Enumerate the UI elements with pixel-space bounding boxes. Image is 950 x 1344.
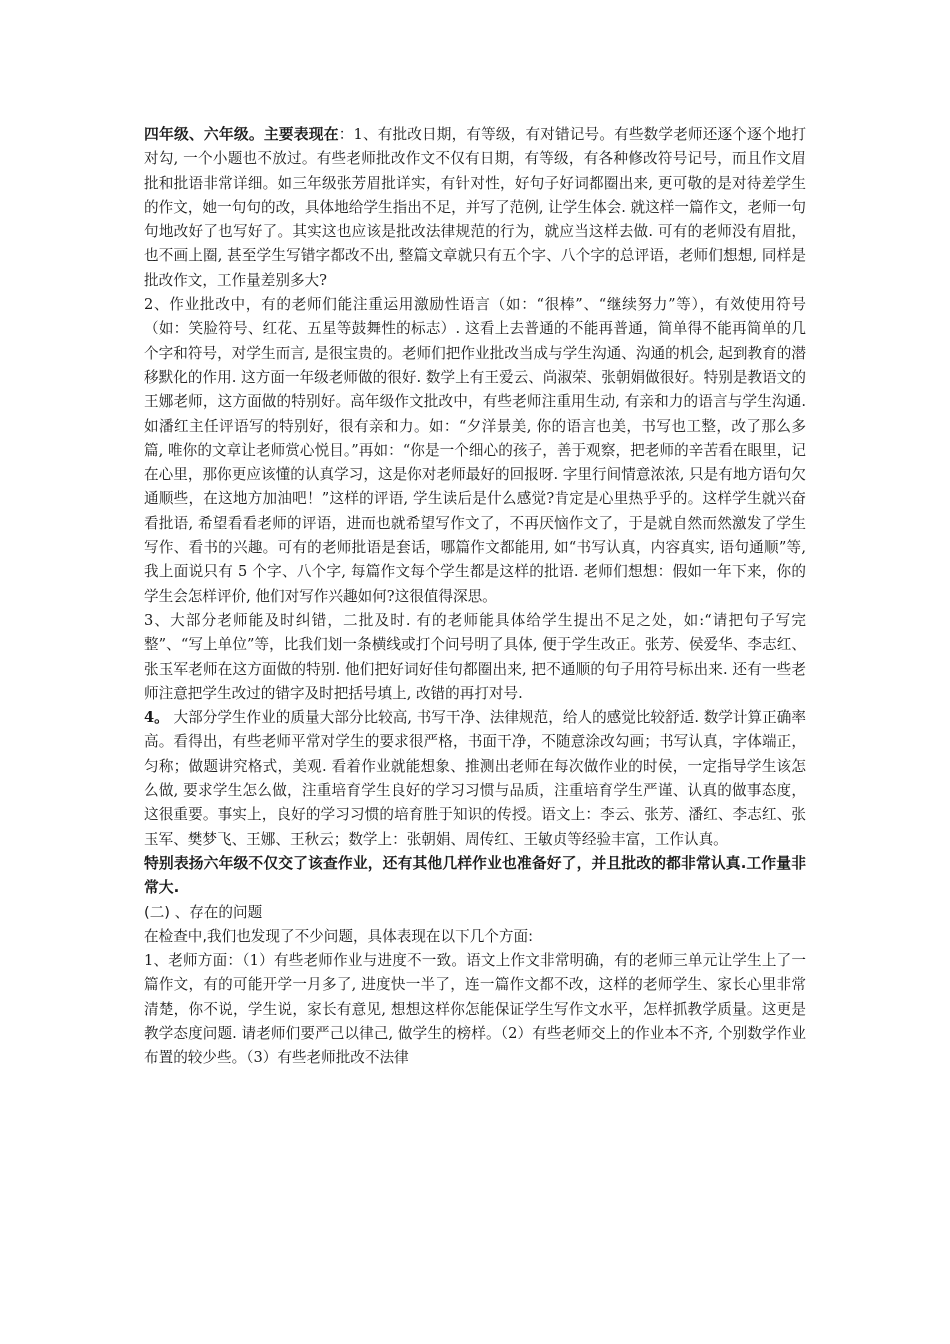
section-heading-problems: (二) 、存在的问题: [144, 903, 263, 921]
paragraph-grade-summary: [144, 123, 806, 293]
paragraph-body: 大部分学生作业的质量大部分比较高, 书写干净、法律规范，给人的感觉比较舒适. 数学计算正确率高。看得出，有些老师平常对学生的要求很严格，书面干净，不随意涂改勾画；书写认真，字体端正，匀称；做题讲究格式，美观. 看着作业就能想象、推测出老师在每次做作业的时侯，一定指导学生该怎么做, 要求学生怎么做，注重培育学生良好的学习习惯与品质，注重培育学生严谨、认真的做事态度，这很重要。事实上，良好的学习习惯的培育胜于知识的传授。语文上：李云、张芳、潘红、李志红、张玉军、樊梦飞、王娜、王秋云；数学上：张朝娟、周传红、王敏贞等经验丰富，工作认真。: [144, 709, 806, 848]
paragraph-number: 4。: [144, 709, 169, 727]
paragraph-encouraging-language: 2、作业批改中，有的老师们能注重运用激励性语言（如：“很棒”、“继续努力”等），有效使用符号（如：笑脸符号、红花、五星等鼓舞性的标志）. 这看上去普通的不能再普通，简单得不能再简单的几个字和符号，对学生而言, 是很宝贵的。老师们把作业批改当成与学生沟通、沟通的机会, 起到教育的潜移默化的作用. 这方面一年级老师做的很好. 数学上有王爱云、尚淑荣、张朝娟做很好。特别是教语文的王娜老师，这方面做的特别好。高年级作文批改中，有些老师注重用生动, 有亲和力的语言与学生沟通. 如潘红主任评语写的特别好，很有亲和力。如：“夕洋景美, 你的语言也美，书写也工整，改了那么多篇, 唯你的文章让老师赏心悦目。”再如：“你是一个细心的孩子，善于观察，把老师的辛苦看在眼里，记在心里，那你更应该懂的认真学习，这是你对老师最好的回报呀. 字里行间情意浓浓, 只是有地方语句欠通顺些，在这地方加油吧！”这样的评语, 学生读后是什么感觉?肯定是心里热乎乎的。这样学生就兴奋看批语, 希望看看老师的评语，进而也就希望写作文了，不再厌恼作文了，于是就自然而然激发了学生写作、看书的兴趣。可有的老师批语是套话，哪篇作文都能用, 如“书写认真，内容真实, 语句通顺”等, 我上面说只有 5 个字、八个字, 每篇作文每个学生都是这样的批语. 老师们想想：假如一年下来，你的学生会怎样评价, 他们对写作兴趣如何?这很值得深思。: [144, 296, 806, 605]
paragraph-teacher-problems: 1、老师方面：（1）有些老师作业与进度不一致。语文上作文非常明确，有的老师三单元让学生上了一篇作文，有的可能开学一月多了, 进度快一半了，连一篇作文都不改，这样的老师学生、家长心里非常清楚，你不说，学生说，家长有意见, 想想这样你怎能保证学生写作文水平，怎样抓教学质量。这更是教学态度问题. 请老师们要严己以律己, 做学生的榜样。（2）有些老师交上的作业本不齐, 个别数学作业布置的较少些。（3）有些老师批改不法律: [144, 952, 806, 1067]
paragraph-problems-intro: 在检查中,我们也发现了不少问题，具体表现在以下几个方面:: [144, 927, 533, 945]
paragraph-lead-bold: 四年级、六年级。主要表现在: [144, 126, 339, 143]
document-page: [144, 123, 806, 1071]
paragraph-timely-correction: 3、大部分老师能及时纠错，二批及时. 有的老师能具体给学生提出不足之处，如:“请把句子写完整”、“写上单位”等，比我们划一条横线或打个问号明了具体, 便于学生改正。张芳、侯爱华、李志红、张玉军老师在这方面做的特别. 他们把好词好佳句都圈出来, 把不通顺的句子用符号标出来. 还有一些老师注意把学生改过的错字及时把括号填上, 改错的再打对号.: [144, 611, 806, 702]
paragraph-body: ：1、有批改日期，有等级，有对错记号。有些数学老师还逐个逐个地打对勾, 一个小题也不放过。有些老师批改作文不仅有日期，有等级，有各种修改符号记号，而且作文眉批和批语非常详细。如三年级张芳眉批详实，有针对性，好句子好词都圈出来, 更可敬的是对待差学生的作文，她一句句的改，具体地给学生指出不足，并写了范例, 让学生体会. 就这样一篇作文，老师一句句地改好了也写好了。其实这也应该是批改法律规范的行为，就应当这样去做. 可有的老师没有眉批，也不画上圈, 甚至学生写错字都改不出, 整篇文章就只有五个字、八个字的总评语，老师们想想, 同样是批改作文，工作量差别多大?: [144, 126, 806, 289]
paragraph-homework-quality: [144, 706, 806, 852]
paragraph-praise-grade-six: 特别表扬六年级不仅交了该查作业，还有其他几样作业也准备好了，并且批改的都非常认真.工作量非常大.: [144, 854, 806, 897]
